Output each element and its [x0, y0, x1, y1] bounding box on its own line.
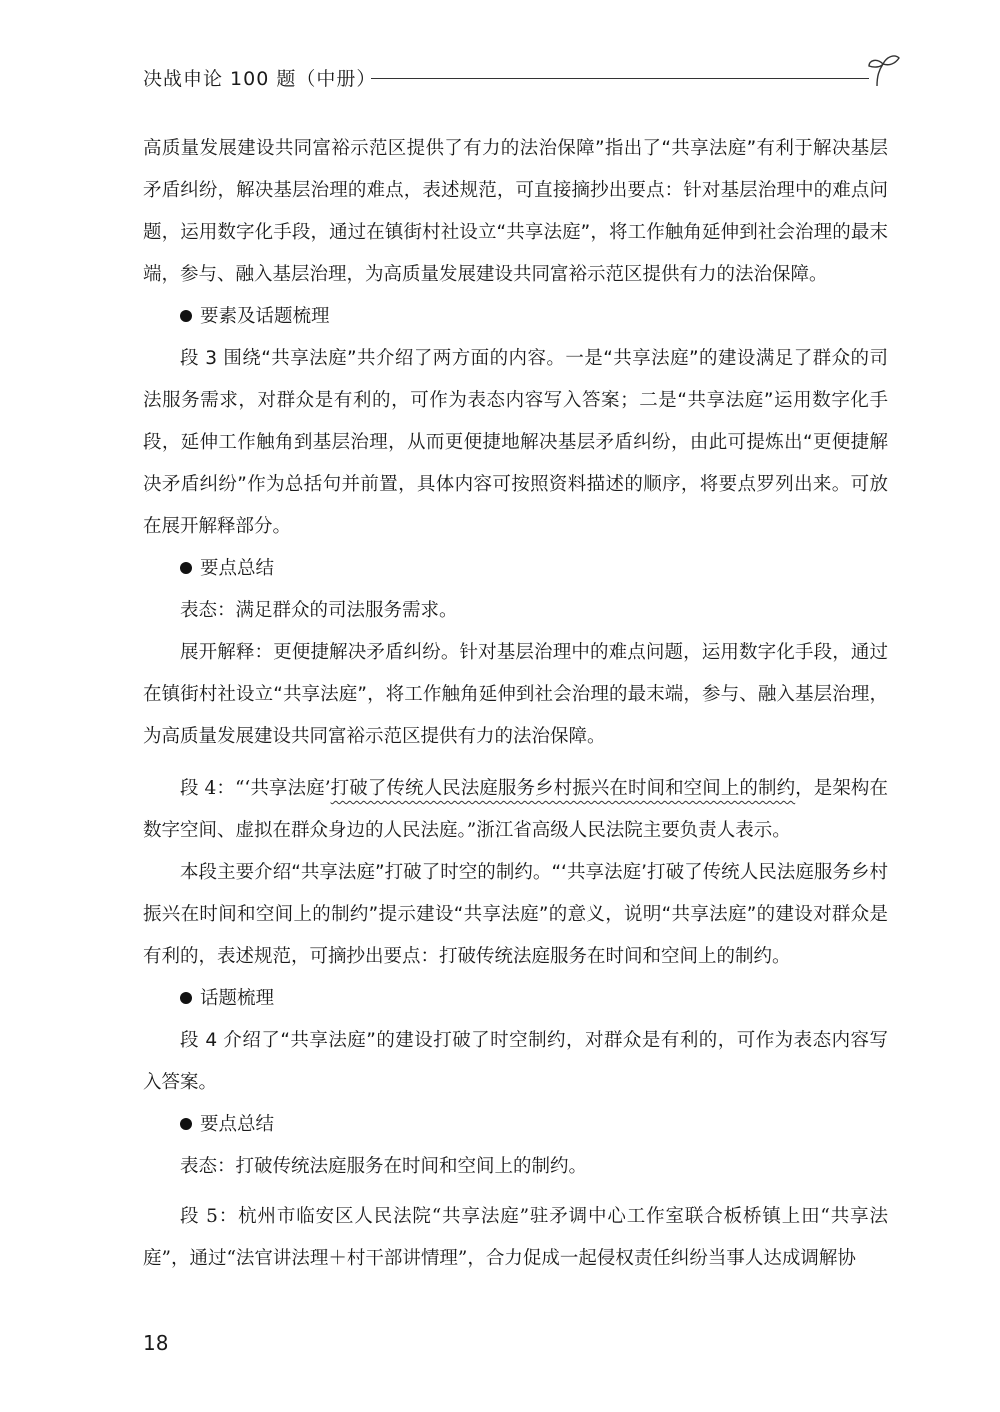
section-heading-text: 要素及话题梳理 — [200, 306, 330, 327]
material-prefix: 段 4：“‘共享法庭’ — [180, 778, 331, 799]
quoted-material-2 — [143, 1196, 888, 1280]
paragraph: 表态：满足群众的司法服务需求。 — [180, 600, 458, 621]
header-rule — [371, 78, 869, 79]
paragraph: 本段主要介绍“共享法庭”打破了时空的制约。“‘共享法庭’打破了传统人民法庭服务乡村振兴在时间和空间上的制约”提示建设“共享法庭”的意义，说明“共享法庭”的建设对群众是有利的，表述规范，可摘抄出要点：打破传统法庭服务在时间和空间上的制约。 — [143, 862, 888, 967]
section-heading-text: 要点总结 — [200, 558, 275, 579]
bullet-icon — [180, 1118, 192, 1130]
page-number: 18 — [143, 1331, 169, 1355]
page-body — [143, 128, 888, 758]
paragraph: 表态：打破传统法庭服务在时间和空间上的制约。 — [180, 1156, 588, 1177]
paragraph: 高质量发展建设共同富裕示范区提供了有力的法治保障”指出了“共享法庭”有利于解决基层矛盾纠纷，解决基层治理的难点，表述规范，可直接摘抄出要点：针对基层治理中的难点问题，运用数字化手段，通过在镇街村社设立“共享法庭”，将工作触角延伸到社会治理的最末端，参与、融入基层治理，为高质量发展建设共同富裕示范区提供有力的法治保障。 — [143, 138, 888, 285]
paragraph: 展开解释：更便捷解决矛盾纠纷。针对基层治理中的难点问题，运用数字化手段，通过在镇街村社设立“共享法庭”，将工作触角延伸到社会治理的最末端，参与、融入基层治理，为高质量发展建设共同富裕示范区提供有力的法治保障。 — [143, 642, 888, 747]
book-title: 决战申论 100 题（中册） — [143, 68, 377, 90]
material-suffix: ，是架构在数字空间、虚拟在群众身边的人民法庭。”浙江省高级人民法院主要负责人表示。 — [143, 778, 888, 841]
section-heading — [143, 548, 888, 590]
running-header — [143, 58, 903, 98]
section-heading-text: 话题梳理 — [200, 988, 275, 1009]
material-paragraph — [143, 768, 888, 852]
section-heading — [143, 1104, 888, 1146]
section-heading — [143, 978, 888, 1020]
paragraph: 段 4 介绍了“共享法庭”的建设打破了时空制约，对群众是有利的，可作为表态内容写入答案。 — [143, 1030, 889, 1093]
quoted-material — [143, 768, 888, 852]
section-heading-text: 要点总结 — [200, 1114, 275, 1135]
underlined-key-phrase: 打破了传统人民法庭服务乡村振兴在时间和空间上的制约 — [330, 778, 796, 799]
material-paragraph: 段 5：杭州市临安区人民法院“共享法庭”驻矛调中心工作室联合板桥镇上田“共享法庭”，通过“法官讲法理＋村干部讲情理”，合力促成一起侵权责任纠纷当事人达成调解协 — [143, 1206, 888, 1269]
bullet-icon — [180, 992, 192, 1004]
section-heading — [143, 296, 888, 338]
sprout-icon — [863, 48, 903, 88]
bullet-icon — [180, 562, 192, 574]
paragraph: 段 3 围绕“共享法庭”共介绍了两方面的内容。一是“共享法庭”的建设满足了群众的司法服务需求，对群众是有利的，可作为表态内容写入答案；二是“共享法庭”运用数字化手段，延伸工作触角到基层治理，从而更便捷地解决基层矛盾纠纷，由此可提炼出“更便捷解决矛盾纠纷”作为总括句并前置，具体内容可按照资料描述的顺序，将要点罗列出来。可放在展开解释部分。 — [143, 348, 888, 537]
page-body-lower — [143, 852, 888, 1188]
bullet-icon — [180, 310, 192, 322]
